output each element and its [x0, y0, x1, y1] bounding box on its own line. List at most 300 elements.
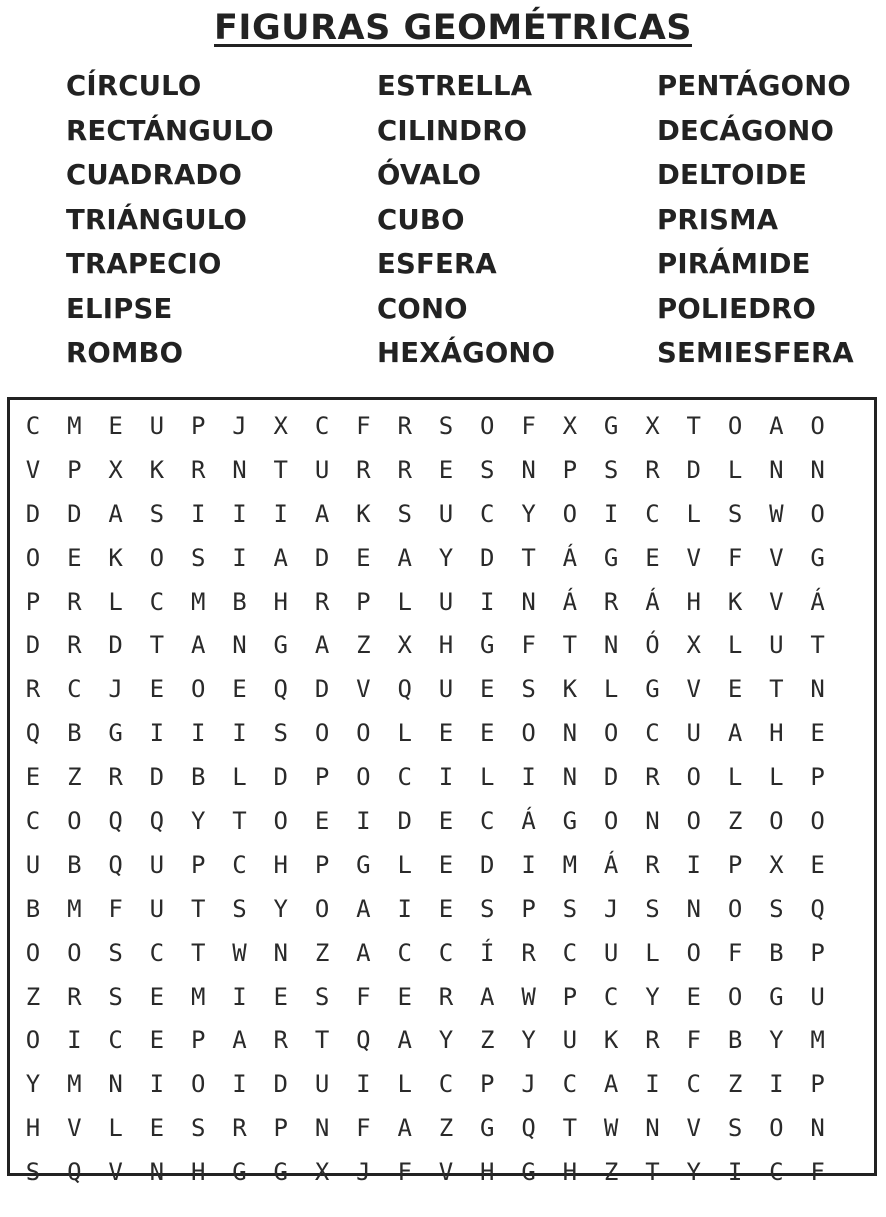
grid-letter: B — [232, 587, 247, 616]
grid-letter: D — [149, 763, 165, 792]
grid-letter: E — [438, 807, 454, 836]
grid-letter: A — [769, 412, 784, 440]
page-title — [0, 6, 886, 50]
grid-letter: H — [562, 1158, 578, 1187]
grid-letter: Z — [25, 982, 41, 1011]
grid-letter: V — [769, 587, 784, 616]
grid-letter: X — [314, 1158, 330, 1187]
grid-letter: W — [521, 982, 536, 1011]
grid-letter: R — [397, 455, 412, 484]
grid-letter: O — [25, 1026, 41, 1055]
grid-letter: I — [356, 1070, 371, 1099]
grid-letter: D — [108, 631, 123, 660]
grid-letter: J — [521, 1070, 536, 1099]
grid-letter: O — [603, 807, 619, 836]
grid-letter: E — [149, 1026, 165, 1055]
grid-letter: N — [562, 763, 578, 792]
grid-letter: F — [108, 894, 123, 923]
grid-letter: M — [810, 1026, 825, 1055]
grid-letter: R — [397, 412, 412, 440]
grid-letter: L — [480, 763, 495, 792]
grid-letter: Á — [603, 850, 619, 879]
grid-letter: I — [397, 894, 412, 923]
grid-letter: P — [810, 938, 825, 967]
grid-letter: S — [645, 894, 660, 923]
grid-letter: F — [397, 1158, 412, 1187]
grid-letter: C — [480, 499, 495, 528]
grid-letter: E — [397, 982, 412, 1011]
word-item: CILINDRO — [377, 114, 528, 147]
word-column-2 — [377, 64, 555, 376]
grid-letter: G — [603, 412, 619, 440]
grid-letter: I — [67, 1026, 82, 1055]
grid-letter: E — [727, 675, 743, 704]
grid-letter: L — [397, 587, 412, 616]
grid-letter: P — [727, 850, 743, 879]
word-item: DECÁGONO — [657, 114, 835, 147]
grid-letter: P — [356, 587, 371, 616]
grid-letter: R — [645, 850, 660, 879]
grid-letter: P — [314, 763, 330, 792]
grid-letter: E — [645, 543, 660, 572]
grid-cell[interactable] — [810, 1158, 859, 1217]
grid-letter: W — [769, 499, 784, 528]
grid-letter: B — [67, 850, 82, 879]
grid-letter: U — [438, 587, 454, 616]
grid-letter: Z — [67, 763, 82, 792]
grid-letter: C — [645, 719, 660, 748]
grid-letter: D — [314, 543, 330, 572]
grid-letter: I — [603, 499, 619, 528]
word-item: PRISMA — [657, 203, 779, 236]
grid-letter: S — [727, 1114, 743, 1143]
word-item: CONO — [377, 292, 468, 325]
grid-letter: I — [232, 982, 247, 1011]
grid-letter: S — [603, 455, 619, 484]
grid-letter: X — [686, 631, 701, 660]
grid-letter: U — [149, 894, 165, 923]
grid-letter: S — [438, 412, 454, 440]
grid-letter: O — [356, 763, 371, 792]
grid-letter: A — [397, 1114, 412, 1143]
grid-letter: R — [645, 455, 660, 484]
grid-letter: U — [769, 631, 784, 660]
word-item: PIRÁMIDE — [657, 248, 811, 280]
grid-letter: G — [108, 719, 123, 748]
grid-letter: O — [727, 894, 743, 923]
grid-letter: T — [562, 1114, 578, 1143]
grid-letter: Á — [645, 587, 660, 616]
grid-letter: E — [810, 850, 825, 879]
grid-letter: F — [727, 938, 743, 967]
word-item: CÍRCULO — [66, 70, 202, 102]
grid-letter: R — [645, 1026, 660, 1055]
grid-letter: X — [273, 412, 288, 440]
grid-letter: C — [603, 982, 619, 1011]
grid-letter: O — [190, 675, 206, 704]
grid-letter: Y — [438, 543, 454, 572]
grid-letter: U — [562, 1026, 578, 1055]
grid-letter: G — [769, 982, 784, 1011]
grid-letter: D — [67, 499, 82, 528]
grid-letter: U — [810, 982, 825, 1011]
grid-letter: B — [727, 1026, 743, 1055]
grid-letter: R — [314, 587, 330, 616]
grid-letter: O — [686, 807, 701, 836]
grid-letter: P — [480, 1070, 495, 1099]
grid-letter: L — [108, 587, 123, 616]
grid-letter: C — [480, 807, 495, 836]
grid-letter: Y — [438, 1026, 454, 1055]
grid-letter: G — [645, 675, 660, 704]
grid-letter: P — [67, 455, 82, 484]
grid-letter: N — [149, 1158, 165, 1187]
grid-letter: H — [480, 1158, 495, 1187]
grid-letter: S — [480, 894, 495, 923]
grid-letter: P — [314, 850, 330, 879]
grid-letter: F — [521, 631, 536, 660]
grid-letter: I — [521, 763, 536, 792]
grid-letter: Z — [727, 807, 743, 836]
grid-letter: X — [397, 631, 412, 660]
grid-letter: P — [190, 850, 206, 879]
grid-letter: X — [769, 850, 784, 879]
grid-letter: E — [314, 807, 330, 836]
grid-letter: C — [149, 587, 165, 616]
grid-letter: C — [25, 412, 41, 440]
grid-letter: V — [438, 1158, 454, 1187]
grid-letter: I — [480, 587, 495, 616]
grid-letter: Á — [810, 587, 825, 616]
word-item: ÓVALO — [377, 159, 482, 191]
grid-letter: D — [397, 807, 412, 836]
grid-letter: L — [686, 499, 701, 528]
grid-letter: S — [314, 982, 330, 1011]
grid-letter: S — [108, 982, 123, 1011]
grid-letter: S — [108, 938, 123, 967]
grid-letter: K — [356, 499, 371, 528]
grid-letter: O — [810, 499, 825, 528]
grid-letter: V — [686, 543, 701, 572]
grid-letter: Y — [25, 1070, 41, 1099]
grid-letter: I — [686, 850, 701, 879]
grid-letter: T — [149, 631, 165, 660]
grid-letter: E — [480, 719, 495, 748]
grid-letter: U — [314, 1070, 330, 1099]
grid-letter: J — [232, 412, 247, 440]
grid-letter: I — [190, 499, 206, 528]
grid-letter: O — [67, 807, 82, 836]
grid-letter: R — [108, 763, 123, 792]
grid-letter: N — [273, 938, 288, 967]
grid-letter: C — [397, 938, 412, 967]
grid-letter: I — [438, 763, 454, 792]
grid-letter: D — [273, 763, 288, 792]
grid-letter: C — [397, 763, 412, 792]
grid-letter: V — [686, 675, 701, 704]
grid-letter: E — [686, 982, 701, 1011]
grid-letter: T — [190, 894, 206, 923]
grid-letter: N — [810, 1114, 825, 1143]
grid-letter: K — [603, 1026, 619, 1055]
grid-letter: O — [149, 543, 165, 572]
grid-letter: Z — [727, 1070, 743, 1099]
grid-letter: C — [232, 850, 247, 879]
grid-letter: A — [314, 631, 330, 660]
grid-letter: U — [438, 499, 454, 528]
grid-letter: G — [603, 543, 619, 572]
grid-letter: E — [438, 455, 454, 484]
word-list — [0, 64, 886, 374]
grid-letter: G — [810, 543, 825, 572]
grid-letter: E — [149, 1114, 165, 1143]
grid-letter: Q — [810, 894, 825, 923]
grid-letter: N — [562, 719, 578, 748]
word-item: PENTÁGONO — [657, 70, 852, 102]
grid-letter: R — [25, 675, 41, 704]
grid-letter: P — [521, 894, 536, 923]
grid-letter: F — [686, 1026, 701, 1055]
grid-letter: A — [480, 982, 495, 1011]
word-item: POLIEDRO — [657, 292, 817, 325]
grid-letter: R — [232, 1114, 247, 1143]
grid-letter: R — [521, 938, 536, 967]
grid-letter: V — [686, 1114, 701, 1143]
grid-letter: T — [314, 1026, 330, 1055]
grid-letter: O — [769, 807, 784, 836]
grid-letter: S — [149, 499, 165, 528]
grid-letter: Z — [603, 1158, 619, 1187]
grid-letter: T — [521, 543, 536, 572]
grid-letter: C — [769, 1158, 784, 1187]
grid-letter: N — [769, 455, 784, 484]
word-item: RECTÁNGULO — [66, 114, 274, 147]
grid-letter: Ó — [645, 631, 660, 660]
grid-letter: N — [810, 675, 825, 704]
grid-letter: U — [438, 675, 454, 704]
grid-letter: X — [108, 455, 123, 484]
grid-letter: P — [25, 587, 41, 616]
grid-letter: Q — [356, 1026, 371, 1055]
grid-letter: L — [397, 850, 412, 879]
grid-letter: E — [438, 850, 454, 879]
grid-letter: Q — [108, 807, 123, 836]
grid-letter: T — [686, 412, 701, 440]
grid-letter: K — [108, 543, 123, 572]
grid-letter: H — [25, 1114, 41, 1143]
grid-letter: M — [67, 1070, 82, 1099]
grid-letter: S — [232, 894, 247, 923]
grid-letter: U — [686, 719, 701, 748]
grid-letter: E — [273, 982, 288, 1011]
grid-letter: O — [190, 1070, 206, 1099]
grid-letter: D — [25, 499, 41, 528]
grid-letter: C — [645, 499, 660, 528]
grid-letter: A — [356, 894, 371, 923]
grid-letter: V — [67, 1114, 82, 1143]
grid-letter: L — [232, 763, 247, 792]
grid-letter: T — [232, 807, 247, 836]
grid-letter: I — [149, 719, 165, 748]
grid-letter: R — [603, 587, 619, 616]
grid-letter: Q — [25, 719, 41, 748]
grid-letter: M — [190, 982, 206, 1011]
word-item: ROMBO — [66, 337, 184, 369]
grid-letter: I — [727, 1158, 743, 1187]
grid-letter: I — [232, 1070, 247, 1099]
grid-letter: E — [438, 894, 454, 923]
grid-letter: C — [562, 1070, 578, 1099]
grid-row — [25, 1158, 859, 1217]
grid-letter: O — [562, 499, 578, 528]
grid-letter: B — [25, 894, 41, 923]
grid-letter: G — [273, 631, 288, 660]
grid-letter: D — [314, 675, 330, 704]
grid-letter: P — [190, 412, 206, 440]
grid-letter: O — [810, 412, 825, 440]
grid-letter: U — [149, 850, 165, 879]
grid-letter: N — [603, 631, 619, 660]
grid-letter: V — [25, 455, 41, 484]
grid-letter: P — [810, 763, 825, 792]
grid-letter: U — [149, 412, 165, 440]
grid-letter: H — [686, 587, 701, 616]
grid-letter: Á — [521, 807, 536, 836]
grid-letter: G — [232, 1158, 247, 1187]
grid-letter: N — [314, 1114, 330, 1143]
grid-letter: D — [273, 1070, 288, 1099]
grid-letter: R — [356, 455, 371, 484]
grid-letter: F — [727, 543, 743, 572]
grid-letter: A — [397, 543, 412, 572]
grid-letter: F — [356, 412, 371, 440]
grid-letter: T — [273, 455, 288, 484]
word-item: ESFERA — [377, 248, 497, 280]
grid-letter: J — [108, 675, 123, 704]
word-column-1 — [66, 64, 274, 376]
grid-letter: A — [356, 938, 371, 967]
grid-letter: N — [645, 807, 660, 836]
grid-letter: C — [562, 938, 578, 967]
grid-letter: R — [645, 763, 660, 792]
grid-letter: O — [686, 763, 701, 792]
grid-letter: I — [273, 499, 288, 528]
grid-letter: O — [314, 719, 330, 748]
grid-letter: G — [480, 1114, 495, 1143]
grid-letter: J — [603, 894, 619, 923]
grid-letter: P — [562, 455, 578, 484]
grid-letter: W — [232, 938, 247, 967]
grid-letter: O — [480, 412, 495, 440]
grid-letter: Q — [108, 850, 123, 879]
grid-letter: R — [67, 982, 82, 1011]
grid-letter: T — [769, 675, 784, 704]
grid-letter: C — [438, 1070, 454, 1099]
grid-letter: C — [149, 938, 165, 967]
grid-letter: R — [438, 982, 454, 1011]
grid-letter: T — [810, 631, 825, 660]
grid-letter: R — [67, 631, 82, 660]
grid-letter: Y — [190, 807, 206, 836]
grid-letter: X — [645, 412, 660, 440]
grid-letter: P — [810, 1070, 825, 1099]
grid-letter: M — [67, 894, 82, 923]
grid-letter: S — [521, 675, 536, 704]
grid-letter: S — [562, 894, 578, 923]
grid-letter: S — [769, 894, 784, 923]
grid-letter: A — [232, 1026, 247, 1055]
grid-letter: Y — [273, 894, 288, 923]
grid-letter: G — [521, 1158, 536, 1187]
grid-letter: N — [645, 1114, 660, 1143]
grid-letter: E — [232, 675, 247, 704]
grid-letter: G — [356, 850, 371, 879]
grid-letter: P — [562, 982, 578, 1011]
grid-letter: P — [273, 1114, 288, 1143]
grid-letter: Z — [438, 1114, 454, 1143]
grid-letter: L — [603, 675, 619, 704]
grid-letter: R — [67, 587, 82, 616]
word-item: ELIPSE — [66, 292, 173, 325]
grid-letter: I — [356, 807, 371, 836]
grid-letter: A — [603, 1070, 619, 1099]
grid-letter: G — [273, 1158, 288, 1187]
grid-letter: D — [686, 455, 701, 484]
grid-letter: O — [25, 938, 41, 967]
grid-letter: F — [356, 982, 371, 1011]
grid-letter: C — [108, 1026, 123, 1055]
grid-letter: D — [480, 850, 495, 879]
grid-letter: A — [190, 631, 206, 660]
grid-letter: F — [810, 1158, 825, 1187]
grid-letter: Q — [67, 1158, 82, 1187]
letter-grid — [25, 412, 859, 1217]
grid-letter: O — [356, 719, 371, 748]
page-title-text: FIGURAS GEOMÉTRICAS — [214, 8, 692, 48]
grid-letter: O — [727, 412, 743, 440]
grid-letter: Á — [562, 543, 578, 572]
grid-letter: T — [645, 1158, 660, 1187]
grid-letter: B — [67, 719, 82, 748]
grid-letter: I — [190, 719, 206, 748]
word-item: HEXÁGONO — [377, 337, 556, 369]
grid-letter: S — [190, 543, 206, 572]
grid-letter: Z — [314, 938, 330, 967]
grid-letter: A — [273, 543, 288, 572]
grid-letter: C — [314, 412, 330, 440]
grid-letter: U — [25, 850, 41, 879]
grid-letter: L — [727, 631, 743, 660]
grid-letter: X — [562, 412, 578, 440]
grid-letter: L — [108, 1114, 123, 1143]
grid-letter: H — [769, 719, 784, 748]
grid-letter: E — [108, 412, 123, 440]
grid-letter: V — [356, 675, 371, 704]
grid-letter: M — [190, 587, 206, 616]
grid-letter: O — [521, 719, 536, 748]
grid-letter: N — [810, 455, 825, 484]
grid-letter: H — [438, 631, 454, 660]
grid-letter: L — [397, 719, 412, 748]
grid-letter: E — [356, 543, 371, 572]
grid-letter: K — [562, 675, 578, 704]
grid-letter: S — [25, 1158, 41, 1187]
grid-letter: S — [273, 719, 288, 748]
grid-letter: Q — [149, 807, 165, 836]
grid-letter: Y — [645, 982, 660, 1011]
grid-letter: E — [149, 982, 165, 1011]
grid-letter: Y — [686, 1158, 701, 1187]
